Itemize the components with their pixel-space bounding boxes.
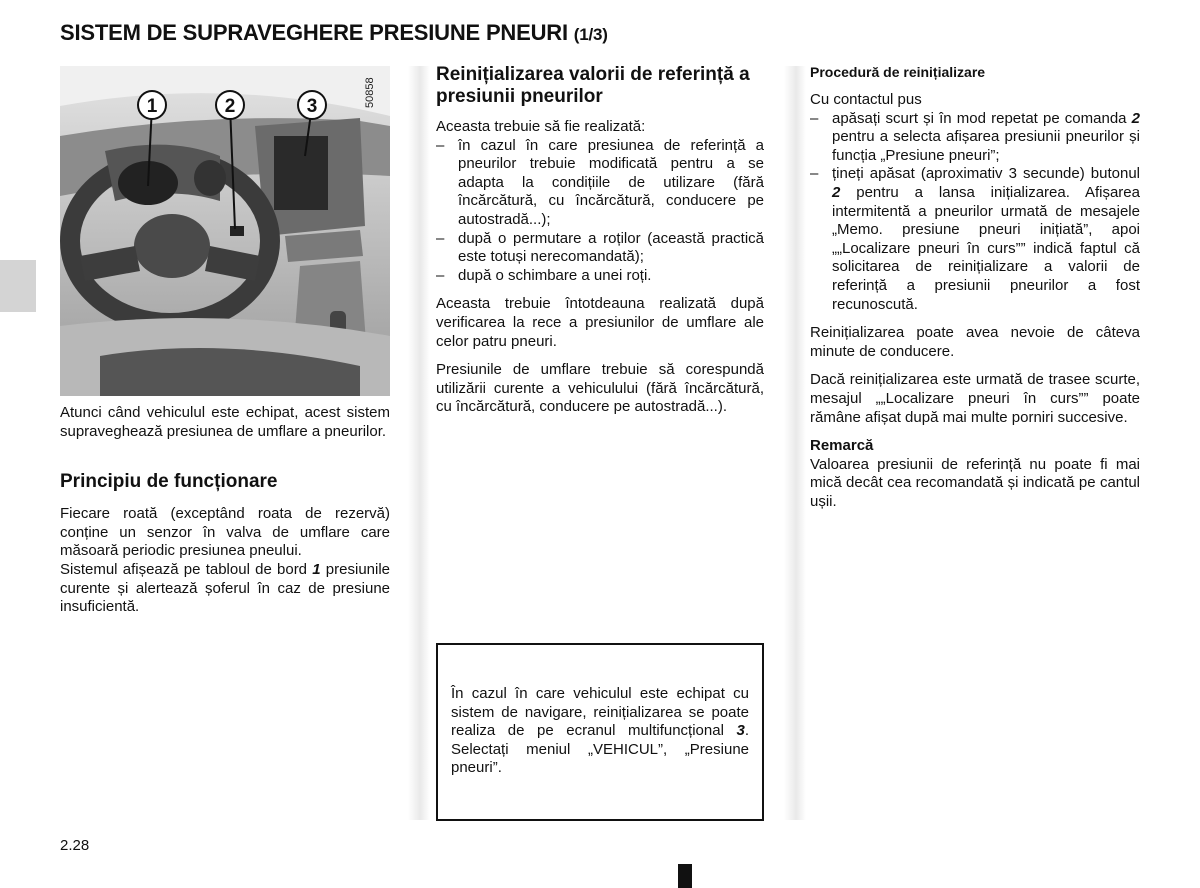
section-heading-reset: Reinițializarea valorii de referință a presiunii pneurilor xyxy=(436,64,750,107)
remark-text: Valoarea presiunii de referință nu poate fi mai mică decât cea recomandată și indicată pe cantul ușii. xyxy=(810,455,1140,510)
navigation-note-text xyxy=(451,685,749,778)
middle-column xyxy=(436,64,764,427)
text-span: apăsați scurt și în mod repetat pe comanda xyxy=(832,109,1132,127)
callout-label-3: 3 xyxy=(306,96,318,117)
text-span: În cazul în care vehiculul este echipat cu sistem de navigare, reinițializarea se poate realiza de pe ecranul multifuncțional xyxy=(451,685,749,740)
remark-heading: Remarcă xyxy=(810,437,874,455)
callout-label-2: 2 xyxy=(224,96,236,117)
reference-number: 2 xyxy=(832,183,841,201)
page-title-text: SISTEM DE SUPRAVEGHERE PRESIUNE PNEURI xyxy=(60,20,568,45)
reference-number: 2 xyxy=(1131,109,1140,127)
text-span: presiunile curente și alertează șoferul în caz de presiune insuficientă. xyxy=(60,560,391,616)
callout-layer xyxy=(60,66,390,396)
procedure-heading: Procedură de reinițializare xyxy=(810,64,986,80)
short-trips-paragraph: Dacă reinițializarea este urmată de trasee scurte, mesajul „„Localizare pneuri în curs”” poate rămâne afișat după mai multe porniri succesive. xyxy=(810,371,1140,426)
procedure-steps-list xyxy=(810,110,1140,315)
section-heading-principle: Principiu de funcționare xyxy=(60,471,278,493)
dashboard-figure xyxy=(60,66,390,396)
text-span: pentru a selecta afișarea presiunii pneurilor și funcția „Presiune pneuri”; xyxy=(832,128,1140,164)
text-span: Sistemul afișează pe tabloul de bord xyxy=(60,560,313,578)
figure-code: 50858 xyxy=(364,77,376,109)
column-divider xyxy=(408,66,430,820)
usage-paragraph: Presiunile de umflare trebuie să corespundă utilizării curente a vehiculului (fără încărcătură, cu încărcătură, conducere pe autostradă...). xyxy=(436,361,764,416)
section-tab xyxy=(0,260,36,312)
procedure-lead: Cu contactul pus xyxy=(810,91,922,108)
page-title-suffix: (1/3) xyxy=(573,25,608,44)
reference-number: 1 xyxy=(312,560,321,578)
right-column xyxy=(810,64,1140,521)
column-divider xyxy=(784,66,806,820)
text-span: pentru a lansa inițializarea. Afișarea intermitentă a pneurilor urmată de mesajele „Memo. presiune pneuri inițiată”, apoi „„Localizare pneuri în curs”” indică faptul că solicitarea de reinițializare a valorii de referință a presiunii pneurilor a fost recunoscută. xyxy=(832,183,1140,313)
list-item: – după o schimbare a unei roți. xyxy=(436,267,764,286)
text-span: . Selectați meniul „VEHICUL”, „Presiune pneuri”. xyxy=(451,722,749,777)
drive-minutes-paragraph: Reinițializarea poate avea nevoie de câteva minute de conducere. xyxy=(810,324,1140,360)
page-edge-marker xyxy=(678,864,692,888)
navigation-note-box xyxy=(436,643,764,821)
callout-label-1: 1 xyxy=(146,96,158,117)
reset-conditions-list xyxy=(436,137,764,286)
intro-paragraph: Atunci când vehiculul este echipat, acest sistem supraveghează presiunea de umflare a pneurilor. xyxy=(60,404,390,440)
left-column xyxy=(60,404,390,627)
page-number: 2.28 xyxy=(60,837,90,854)
principle-paragraph: Fiecare roată (exceptând roata de rezervă) conține un senzor în valva de umflare care măsoară periodic presiunea pneului. xyxy=(60,505,390,560)
text-span: țineți apăsat (aproximativ 3 secunde) butonul xyxy=(832,165,1140,183)
reset-lead: Aceasta trebuie să fie realizată: xyxy=(436,118,646,135)
list-item xyxy=(810,110,1140,166)
list-item: – după o permutare a roților (această practică este totuși nerecomandată); xyxy=(436,230,764,267)
page-title xyxy=(60,20,608,46)
list-item: – în cazul în care presiunea de referință a pneurilor trebuie modificată pentru a se adapta la condițiile de utilizare (fără încărcătură, cu încărcătură, conducere pe autostradă...); xyxy=(436,137,764,230)
list-item xyxy=(810,165,1140,314)
reference-number: 3 xyxy=(736,722,745,740)
cold-check-paragraph: Aceasta trebuie întotdeauna realizată după verificarea la rece a presiunilor de umflare ale celor patru pneuri. xyxy=(436,295,764,350)
display-paragraph xyxy=(60,561,390,617)
